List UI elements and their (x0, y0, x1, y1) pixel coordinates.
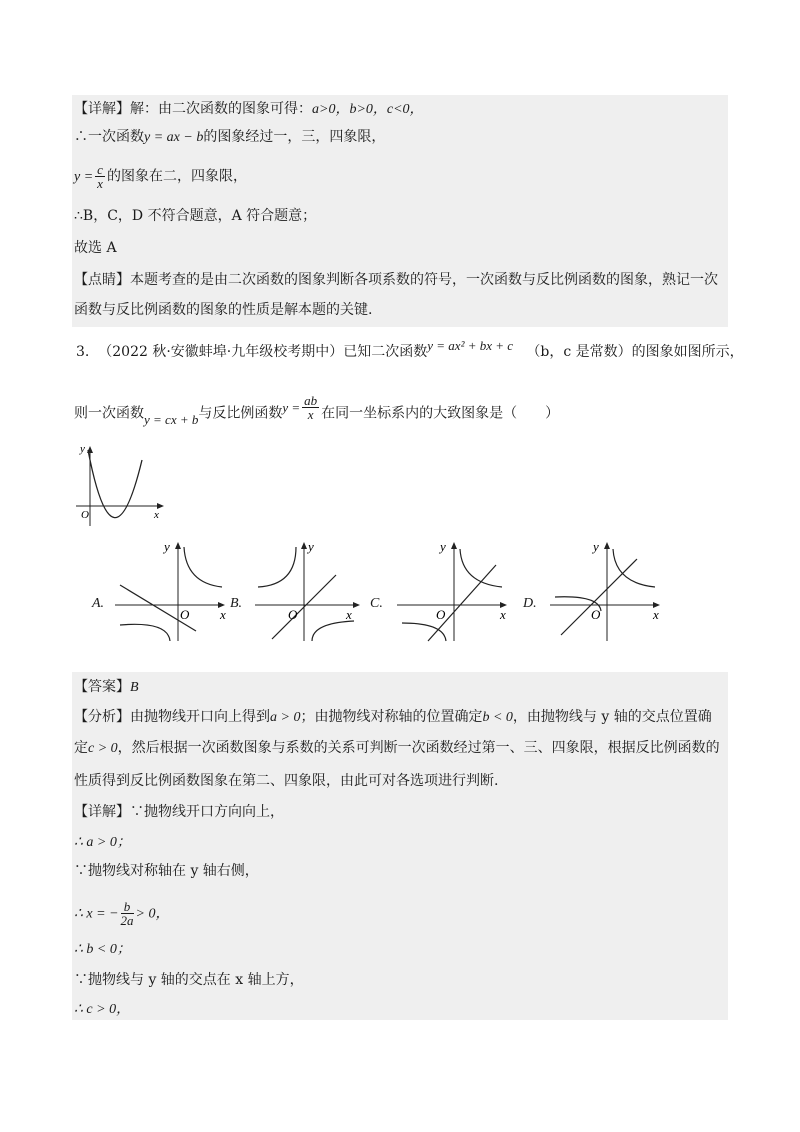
option-a-origin-label: O (180, 607, 190, 622)
answer-tag: 【答案】 (74, 679, 130, 695)
comment-line-2: 函数与反比例函数的图象的性质是解本题的关键. (74, 302, 373, 318)
question-number: 3. (76, 344, 90, 360)
option-b-label: B. (230, 596, 243, 611)
fraction-c-over-x: $\frac{c}{x}$ (97, 162, 103, 191)
option-d-x-label: x (653, 607, 659, 622)
fig-origin-label: O (81, 509, 89, 521)
comment-line-1: 【点睛】本题考查的是由二次函数的图象判断各项系数的符号，一次函数与反比例函数的图象，熟记一次 (74, 272, 718, 288)
detail2-line-5: ∴ b < 0； (74, 942, 131, 957)
fraction-ab-over-x: $\frac{ab}{x}$ (304, 393, 318, 422)
option-b-graph (250, 535, 370, 645)
analysis-line-3: 性质得到反比例函数图象在第二、四象限，由此可对各选项进行判断. (74, 773, 499, 789)
option-c-x-label: x (500, 607, 506, 622)
analysis-line-2: 定c > 0，然后根据一次函数图象与系数的关系可判断一次函数经过第一、三、四象限，根据反比例函数的 (74, 740, 720, 756)
comment-tag: 【点睛】 (74, 272, 130, 288)
detail2-line-1: 【详解】∵抛物线开口方向向上， (74, 804, 284, 820)
detail2-line-6: ∵抛物线与 y 轴的交点在 x 轴上方， (74, 972, 304, 988)
parabola-figure (68, 440, 173, 530)
detail2-line-7: ∴ c > 0， (74, 1002, 131, 1017)
option-d-graph (545, 535, 670, 645)
analysis-line-1: 【分析】由抛物线开口向上得到a > 0；由抛物线对称轴的位置确定b < 0，由抛物线与 y 轴的交点位置确 (74, 709, 712, 725)
option-a-x-label: x (220, 607, 226, 622)
option-a-graph (110, 535, 235, 645)
detail2-line-2: ∴ a > 0； (74, 835, 131, 850)
fraction-b-over-2a: $\frac{b}{2a}$ (120, 899, 134, 928)
option-c-origin-label: O (436, 607, 446, 622)
answer-value: B (130, 680, 139, 695)
detail-line-2: ∴一次函数y = ax − b的图象经过一，三，四象限， (74, 129, 386, 145)
question-line-2: 则一次函数y = cx + b与反比例函数y = $\frac{ab}{x}$ 在同一坐标系内的大致图象是（ ） (74, 393, 560, 427)
answer-line (74, 677, 139, 698)
detail-line-4: ∴B，C，D 不符合题意，A 符合题意； (74, 208, 317, 224)
detail-line-1: 【详解】解：由二次函数的图象可得：a>0，b>0，c<0， (74, 101, 424, 117)
fig-y-label: y (80, 443, 85, 455)
option-c-label: C. (370, 596, 383, 611)
question-line-1: 3. （2022 秋·安徽蚌埠·九年级校考期中）已知二次函数y = ax² + bx + c （b，c 是常数）的图象如图所示， (76, 338, 744, 360)
option-c-y-label: y (440, 539, 446, 554)
detail-line-5: 故选 A (74, 240, 117, 256)
option-d-origin-label: O (591, 607, 601, 622)
option-d-label: D. (523, 596, 537, 611)
detail2-line-3: ∵抛物线对称轴在 y 轴右侧， (74, 863, 259, 879)
detail-line-3: y = $\frac{c}{x}$ 的图象在二，四象限， (74, 162, 247, 191)
option-d-y-label: y (593, 539, 599, 554)
option-a-label: A. (92, 596, 105, 611)
detail-tag: 【详解】 (74, 101, 130, 117)
option-c-graph (392, 535, 517, 645)
detail2-tag: 【详解】 (74, 804, 130, 820)
fig-x-label: x (154, 509, 159, 521)
option-b-y-label: y (308, 539, 314, 554)
option-b-origin-label: O (288, 607, 298, 622)
detail2-line-4: ∴ x = − $\frac{b}{2a}$ > 0， (74, 899, 170, 928)
analysis-tag: 【分析】 (74, 709, 130, 725)
option-b-x-label: x (346, 607, 352, 622)
option-a-y-label: y (164, 539, 170, 554)
